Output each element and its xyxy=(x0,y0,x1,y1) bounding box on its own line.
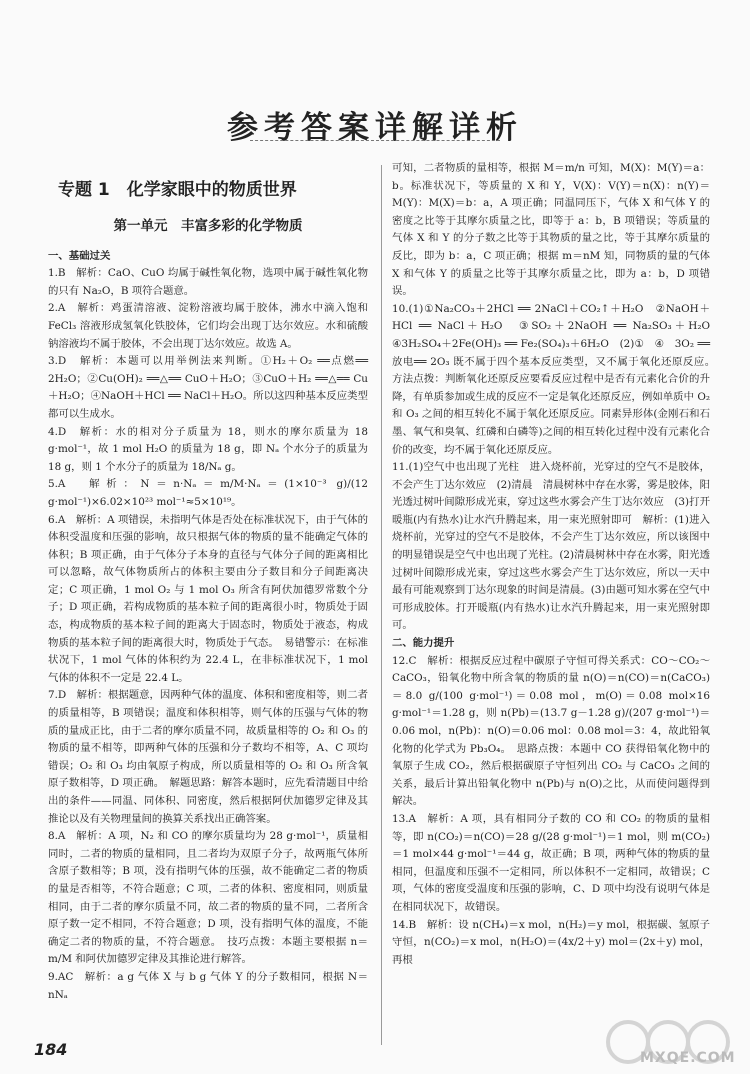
answer-paragraph: 7.D 解析：根据题意，因两种气体的温度、体积和密度相等，则二者的质量相等，B 项错误；温度和体积相等，则气体的压强与气体的物质的量成正比，由于二者的摩尔质量不同，故质量相等的 O₂ 和 O₃ 的物质的量不相等，即两种气体的压强和分子数均不相等，A、C 项均错误；O₂ 和 O₃ 均由氧原子构成，所以质量相等的 O₂ 和 O₃ 所含氧原子数相等，D 项正确。 解题思路：解答本题时，应先看清题目中给出的条件——同温、同体积、同密度，然后根据阿伏加德罗定律及其推论以及有关物理量间的换算关系找出正确答案。 xyxy=(48,689,368,825)
answer-paragraph: 13.A 解析：A 项，具有相同分子数的 CO 和 CO₂ 的物质的量相等，即 n(CO₂)＝n(CO)＝28 g/(28 g·mol⁻¹)＝1 mol，则 m(CO₂)＝1 mol×44 g·mol⁻¹＝44 g，故正确；B 项，两种气体的物质的量相同，但温度和压强不一定相同，所以体积不一定相同，故错误；C 项，气体的密度受温度和压强的影响，C、D 项中均没有说明气体是在相同状况下，故错误。 xyxy=(392,812,710,913)
answer-paragraph: 3.D 解析：本题可以用举例法来判断。①H₂＋O₂ ══点燃══ 2H₂O；②Cu(OH)₂ ══△══ CuO＋H₂O；③CuO＋H₂ ══△══ Cu＋H₂O；④NaOH＋HCl ══ NaCl＋H₂O。所以这四种基本反应类型都可以生成水。 xyxy=(48,355,368,420)
section-heading-basic: 一、基础过关 xyxy=(48,249,111,262)
right-column xyxy=(392,160,721,969)
watermark-text: MXQE.COM xyxy=(640,1050,736,1066)
page-title: 参考答案详解详析 xyxy=(227,110,523,146)
answer-paragraph: 14.B 解析：设 n(CH₄)＝x mol，n(H₂)＝y mol，根据碳、氢原子守恒，n(CO₂)＝x mol，n(H₂O)＝(4x/2＋y) mol＝(2x＋y) mol，再根 xyxy=(392,918,710,966)
topic-heading: 专题 1 化学家眼中的物质世界 xyxy=(58,180,297,200)
answer-paragraph: 2.A 解析：鸡蛋清溶液、淀粉溶液均属于胶体，沸水中滴入饱和 FeCl₃ 溶液形成氢氧化铁胶体，它们均会出现丁达尔效应。水和硫酸钠溶液均不属于胶体，不会出现丁达尔效应。故选 A。 xyxy=(48,302,368,350)
answer-paragraph: 8.A 解析：A 项，N₂ 和 CO 的摩尔质量均为 28 g·mol⁻¹，质量相同时，二者的物质的量相同，且二者均为双原子分子，故两瓶气体所含原子数相等；B 项，没有指明气体的压强，故不能确定二者的物质的量是否相等，不符合题意；C 项，二者的体积、密度相同，则质量相同，由于二者的摩尔质量不同，故二者的物质的量不同，二者所含原子数一定不相同，不符合题意；D 项，没有指明气体的温度，不能确定二者的物质的量，不符合题意。 技巧点拨：本题主要根据 n＝m/M 和阿伏加德罗定律及其推论进行解答。 xyxy=(48,830,368,966)
answer-paragraph: 4.D 解析：水的相对分子质量为 18，则水的摩尔质量为 18 g·mol⁻¹，故 1 mol H₂O 的质量为 18 g，即 Nₐ 个水分子的质量为 18 g，则 1 个水分子的质量为 18/Nₐ g。 xyxy=(48,425,368,473)
answer-paragraph: 12.C 解析：根据反应过程中碳原子守恒可得关系式：CO～CO₂～CaCO₃，铅氧化物中所含氧的物质的量 n(O)＝n(CO)＝n(CaCO₃)＝8.0 g/(100 g·mol⁻¹)＝0.08 mol，m(O)＝0.08 mol×16 g·mol⁻¹＝1.28 g，则 n(Pb)＝(13.7 g－1.28 g)/(207 g·mol⁻¹)＝0.06 mol，n(Pb)：n(O)＝0.06 mol：0.08 mol＝3：4，故此铅氧化物的化学式为 Pb₃O₄。 思路点拨：本题中 CO 获得铅氧化物中的氧原子生成 CO₂，然后根据碳原子守恒列出 CO₂ 与 CaCO₃ 之间的关系，最后计算出铅氧化物中 n(Pb)与 n(O)之比，从而使问题得到解决。 xyxy=(392,654,710,808)
answer-paragraph: 5.A 解析：N＝n·Nₐ＝m/M·Nₐ＝(1×10⁻³ g)/(12 g·mol⁻¹)×6.02×10²³ mol⁻¹≈5×10¹⁹。 xyxy=(48,478,368,508)
answer-paragraph: 1.B 解析：CaO、CuO 均属于碱性氧化物，选项中属于碱性氧化物的只有 Na₂O，B 项符合题意。 xyxy=(48,267,368,297)
title-underline xyxy=(250,140,500,141)
answer-paragraph: 10.(1)①Na₂CO₃＋2HCl ══ 2NaCl＋CO₂↑＋H₂O ②NaOH＋HCl ══ NaCl＋H₂O ③SO₂＋2NaOH ══ Na₂SO₃＋H₂O ④3H₂SO₄＋2Fe(OH)₃ ══ Fe₂(SO₄)₃＋6H₂O (2)① ④ 3O₂ ══放电══ 2O₃ 既不属于四个基本反应类型，又不属于氧化还原反应。 方法点拨：判断氧化还原反应要看反应过程中是否有元素化合价的升降，有单质参加或生成的反应不一定是氧化还原反应，例如单质中 O₂ 和 O₃ 之间的相互转化不属于氧化还原反应。同素异形体(金刚石和石墨、氧气和臭氧、红磷和白磷等)之间的相互转化过程中没有元素化合价的改变，均不属于氧化还原反应。 xyxy=(392,302,721,456)
answer-paragraph: 9.AC 解析：a g 气体 X 与 b g 气体 Y 的分子数相同，根据 N＝nNₐ xyxy=(48,970,368,1001)
answer-paragraph: 11.(1)空气中也出现了光柱 进入烧杯前，光穿过的空气不是胶体，不会产生丁达尔效应 (2)清晨 清晨树林中存在水雾，雾是胶体，阳光透过树叶间隙形成光束，穿过这些水雾会产生丁达尔效应 (3)打开暖瓶(内有热水)让水汽升腾起来，用一束光照射即可 解析：(1)进入烧杯前，光穿过的空气不是胶体，不会产生丁达尔效应，所以该图中的明显错误是空气中也出现了光柱。(2)清晨树林中存在水雾，阳光透过树叶间隙形成光束，穿过这些水雾会产生丁达尔效应，所以一天中最有可能观察到丁达尔现象的时间是清晨。(3)由题可知水雾在空气中可形成胶体。打开暖瓶(内有热水)让水汽升腾起来，用一束光照射即可。 xyxy=(392,461,710,632)
section-heading-advanced: 二、能力提升 xyxy=(392,637,455,650)
page-number: 184 xyxy=(34,1040,68,1059)
column-divider xyxy=(381,165,382,1045)
left-column xyxy=(48,160,368,1004)
answer-paragraph: 可知，二者物质的量相等，根据 M＝m/n 可知，M(X)：M(Y)＝a：b。标准状况下，等质量的 X 和 Y，V(X)：V(Y)＝n(X)：n(Y)＝M(Y)：M(X)＝b：a，A 项正确；同温同压下，气体 X 和气体 Y 的密度之比等于其摩尔质量之比，即等于 a：b，B 项错误；等质量的气体 X 和 Y 的分子数之比等于其物质的量之比，等于其摩尔质量的反比，即为 b：a，C 项正确；根据 m＝nM 知，同物质的量的气体 X 和气体 Y 的质量之比等于其摩尔质量之比，即为 a：b，D 项错误。 xyxy=(392,162,710,298)
unit-heading: 第一单元 丰富多彩的化学物质 xyxy=(113,218,303,234)
answer-paragraph: 6.A 解析：A 项错误，未指明气体是否处在标准状况下，由于气体的体积受温度和压强的影响，故只根据气体的物质的量不能确定气体的体积；B 项正确，由于气体分子本身的直径与气体分子间的距离相比可以忽略，故气体物质所占的体积主要由分子数目和分子间距离决定；C 项正确，1 mol O₂ 与 1 mol O₃ 所含有阿伏加德罗常数个分子；D 项正确，若构成物质的基本粒子间的距离很小时，物质处于固态，构成物质的基本粒子间的距离大于固态时，物质处于液态，构成物质的基本粒子间的距离很大时，物质处于气态。 易错警示：在标准状况下，1 mol 气体的体积约为 22.4 L，在非标准状况下，1 mol 气体的体积不一定是 22.4 L。 xyxy=(48,513,368,684)
